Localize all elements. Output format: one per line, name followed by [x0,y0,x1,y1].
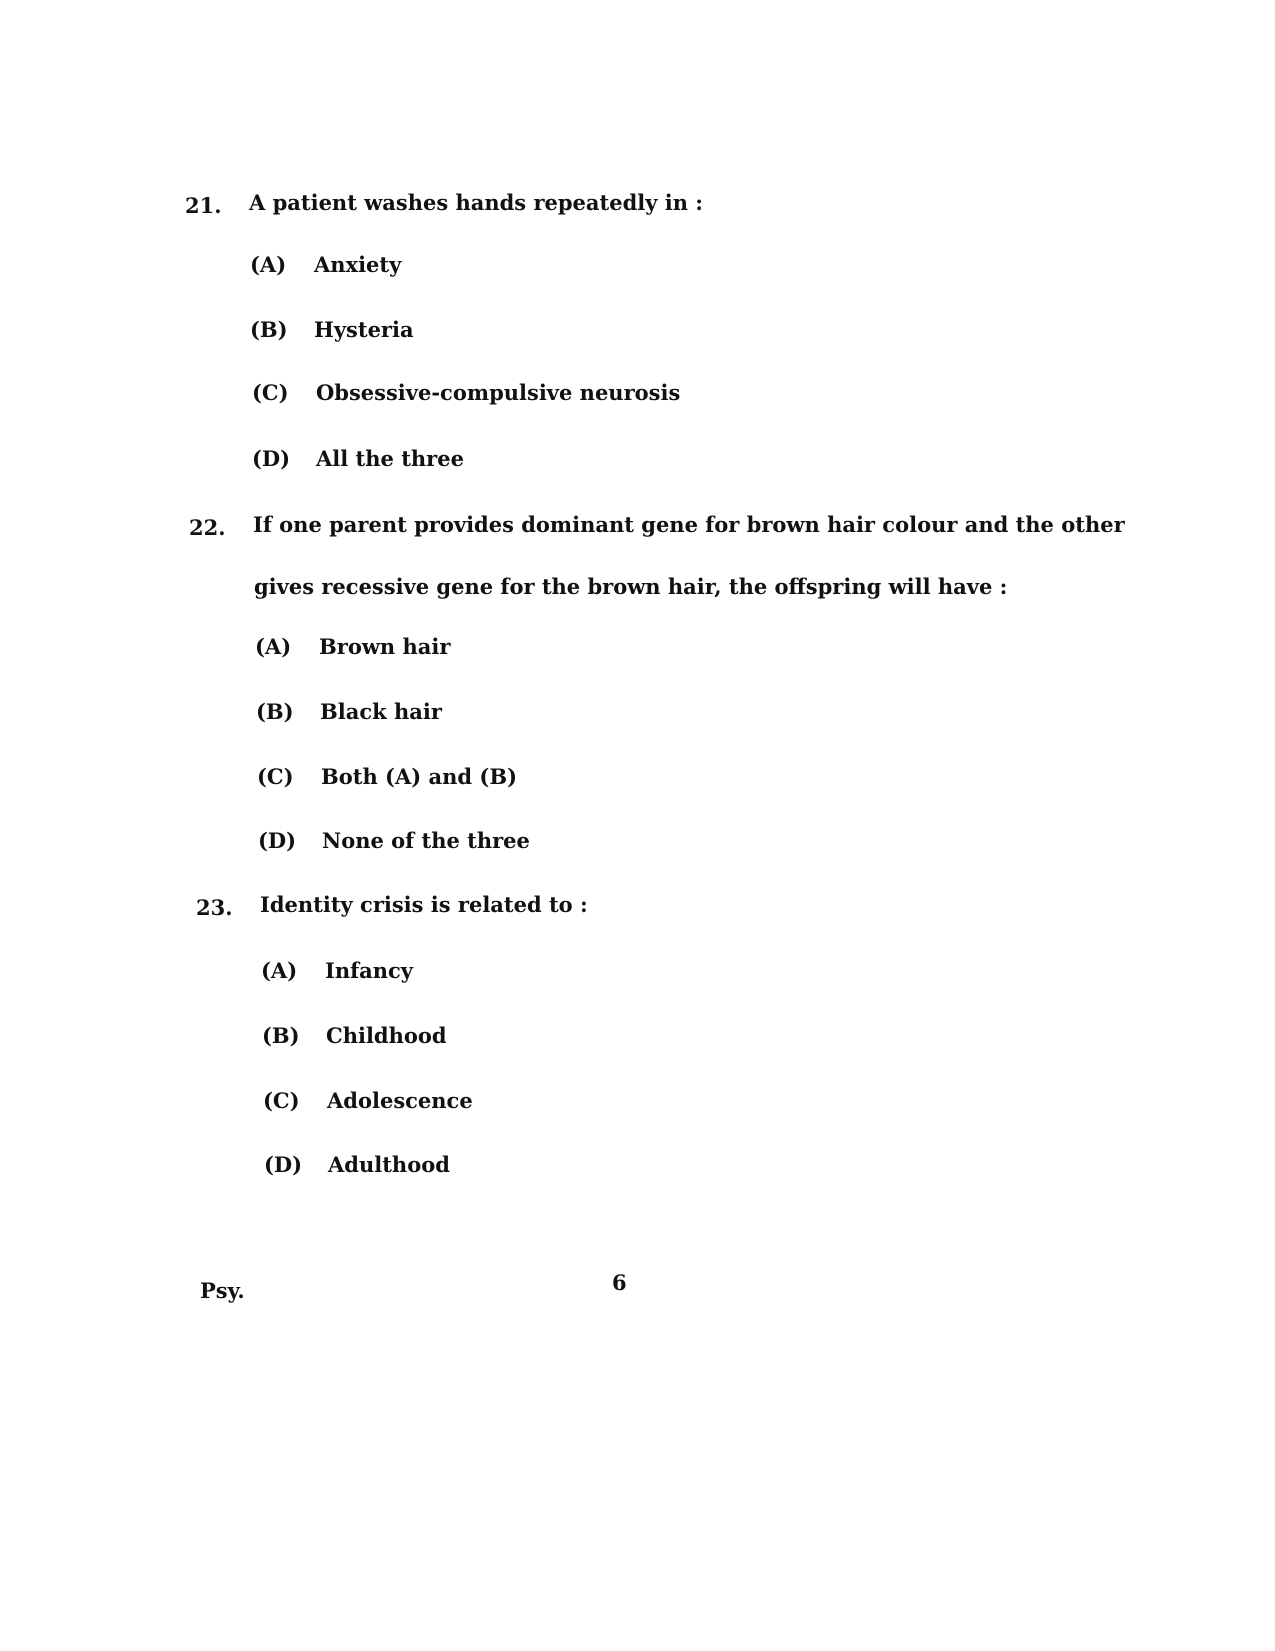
question-number: 22. [189,515,226,540]
option-label: (B) [262,1023,300,1048]
question-text-line: gives recessive gene for the brown hair, the offspring will have : [254,574,1008,599]
question-text-line: If one parent provides dominant gene for brown hair colour and the other [253,512,1125,537]
option [261,958,413,983]
option [252,446,464,471]
option [256,699,442,724]
option-text: Both (A) and (B) [321,764,518,789]
question-text-line: Identity crisis is related to : [260,892,588,917]
option-text: Infancy [325,958,413,983]
option-text: None of the three [322,828,530,853]
option-label: (A) [255,634,292,659]
option [262,1023,447,1048]
option-text: Obsessive-compulsive neurosis [316,380,681,405]
option-text: Adulthood [328,1152,450,1177]
question-number: 23. [196,895,233,920]
option-label: (C) [252,380,289,405]
option-label: (A) [250,252,287,277]
option-label: (A) [261,958,298,983]
option [250,252,401,277]
option-label: (B) [250,317,288,342]
option [252,380,680,405]
option-text: Anxiety [314,252,402,277]
option-label: (B) [256,699,294,724]
question-number: 21. [185,193,222,218]
option [258,828,530,853]
page-number: 6 [612,1270,627,1295]
option-text: Hysteria [314,317,414,342]
option-text: All the three [316,446,464,471]
question-text-line: A patient washes hands repeatedly in : [249,190,704,215]
option-label: (D) [252,446,291,471]
option-label: (C) [263,1088,300,1113]
option [250,317,414,342]
option-text: Brown hair [319,634,451,659]
option [264,1152,450,1177]
option [257,764,517,789]
subject-code: Psy. [200,1278,245,1303]
option [263,1088,473,1113]
option-label: (D) [264,1152,303,1177]
option-text: Adolescence [327,1088,473,1113]
option-text: Childhood [326,1023,447,1048]
option-label: (C) [257,764,294,789]
option-label: (D) [258,828,297,853]
option-text: Black hair [320,699,442,724]
option [255,634,450,659]
